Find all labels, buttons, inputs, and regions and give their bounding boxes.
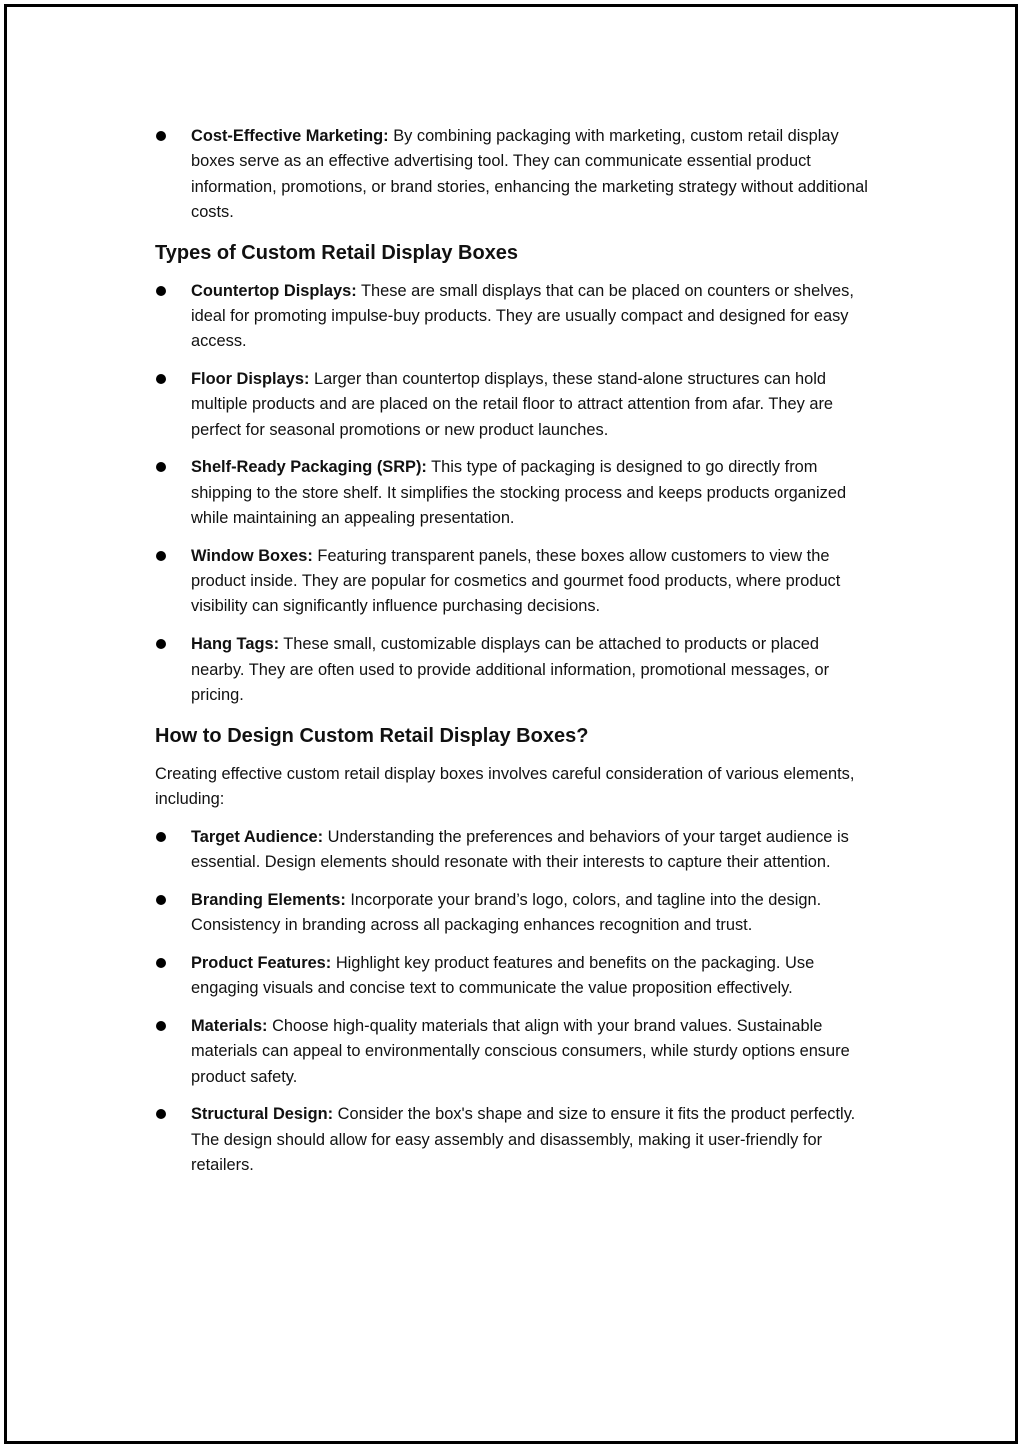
section-heading-design: How to Design Custom Retail Display Boxes? <box>155 724 589 747</box>
item-term: Window Boxes: <box>191 546 313 565</box>
intro-list <box>155 124 875 225</box>
list-item <box>155 888 875 939</box>
list-item <box>155 1102 875 1178</box>
list-item <box>155 544 875 620</box>
item-text: Larger than countertop displays, these stand-alone structures can hold multiple products and are placed on the retail floor to attract attention from afar. They are perfect for seasonal promotions or new product launches. <box>191 370 834 439</box>
bullet-icon <box>156 1021 166 1031</box>
item-term: Product Features: <box>191 953 332 972</box>
item-text: Highlight key product features and benefits on the packaging. Use engaging visuals and concise text to communicate the value proposition effectively. <box>191 953 815 998</box>
document-body <box>155 124 875 1191</box>
item-text: Understanding the preferences and behaviors of your target audience is essential. Design elements should resonate with their interests to capture their attention. <box>191 827 849 872</box>
bullet-icon <box>156 462 166 472</box>
bullet-icon <box>156 131 166 141</box>
item-text: These small, customizable displays can be attached to products or placed nearby. They are often used to provide additional information, promotional messages, or pricing. <box>191 635 830 704</box>
item-text: These are small displays that can be placed on counters or shelves, ideal for promoting impulse-buy products. They are usually compact and designed for easy access. <box>191 281 854 351</box>
item-term: Countertop Displays: <box>191 281 357 300</box>
item-text: This type of packaging is designed to go directly from shipping to the store shelf. It simplifies the stocking process and keeps products organized while maintaining an appealing presentation. <box>191 458 847 528</box>
list-item <box>155 124 875 225</box>
item-term: Target Audience: <box>191 827 324 846</box>
item-text: Choose high-quality materials that align with your brand values. Sustainable materials can appeal to environmentally conscious consumers, while sturdy options ensure product safety. <box>191 1017 850 1086</box>
item-term: Shelf-Ready Packaging (SRP): <box>191 458 427 477</box>
bullet-icon <box>156 1109 166 1119</box>
item-term: Floor Displays: <box>191 370 310 389</box>
types-list <box>155 279 875 708</box>
item-term: Structural Design: <box>191 1105 334 1124</box>
item-text: Incorporate your brand’s logo, colors, and tagline into the design. Consistency in branding across all packaging enhances recognition and trust. <box>191 890 822 935</box>
bullet-icon <box>156 832 166 842</box>
bullet-icon <box>156 286 166 296</box>
item-text: Featuring transparent panels, these boxes allow customers to view the product inside. They are popular for cosmetics and gourmet food products, where product visibility can significantly influence purchasing decisions. <box>191 546 841 616</box>
bullet-icon <box>156 374 166 384</box>
list-item <box>155 825 875 876</box>
list-item <box>155 279 875 355</box>
item-term: Materials: <box>191 1017 268 1036</box>
list-item <box>155 632 875 708</box>
section-intro: Creating effective custom retail display boxes involves careful consideration of various elements, including: <box>155 764 855 808</box>
section-heading-types: Types of Custom Retail Display Boxes <box>155 241 519 264</box>
item-term: Branding Elements: <box>191 890 346 909</box>
bullet-icon <box>156 958 166 968</box>
list-item <box>155 455 875 531</box>
bullet-icon <box>156 551 166 561</box>
item-text: Consider the box's shape and size to ensure it fits the product perfectly. The design should allow for easy assembly and disassembly, making it user-friendly for retailers. <box>191 1105 856 1174</box>
item-term: Cost-Effective Marketing: <box>191 127 389 145</box>
list-item <box>155 951 875 1002</box>
bullet-icon <box>156 895 166 905</box>
list-item <box>155 367 875 443</box>
item-term: Hang Tags: <box>191 635 280 654</box>
design-list <box>155 825 875 1179</box>
list-item <box>155 1014 875 1090</box>
item-text: By combining packaging with marketing, custom retail display boxes serve as an effective advertising tool. They can communicate essential product information, promotions, or brand stories, enhancing the marketing strategy without additional costs. <box>191 127 868 221</box>
bullet-icon <box>156 639 166 649</box>
